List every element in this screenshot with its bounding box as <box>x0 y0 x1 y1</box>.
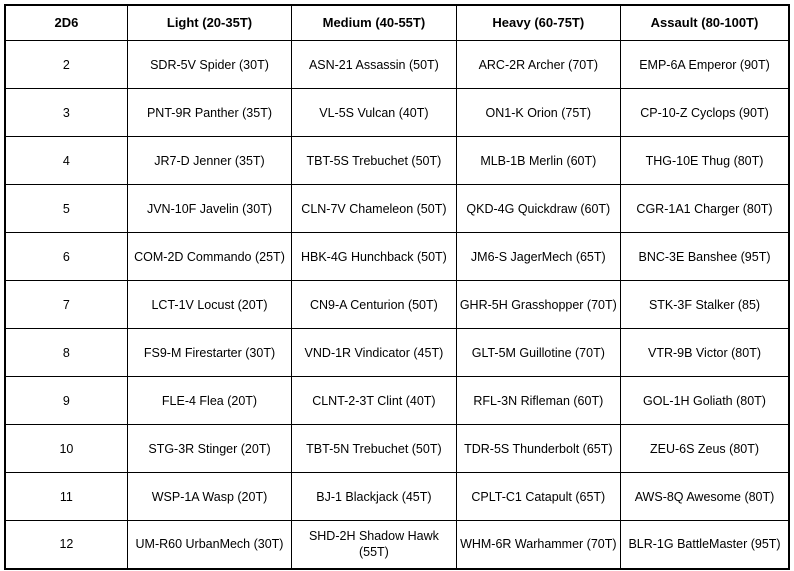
table-row <box>5 281 789 329</box>
cell-medium: VL-5S Vulcan (40T) <box>292 89 456 137</box>
table-row <box>5 137 789 185</box>
cell-medium: VND-1R Vindicator (45T) <box>292 329 456 377</box>
cell-assault: STK-3F Stalker (85) <box>621 281 789 329</box>
cell-roll: 8 <box>5 329 127 377</box>
cell-assault: VTR-9B Victor (80T) <box>621 329 789 377</box>
cell-light: COM-2D Commando (25T) <box>127 233 291 281</box>
cell-assault: AWS-8Q Awesome (80T) <box>621 473 789 521</box>
column-header-assault: Assault (80-100T) <box>621 5 789 41</box>
cell-roll: 6 <box>5 233 127 281</box>
cell-medium: CLN-7V Chameleon (50T) <box>292 185 456 233</box>
cell-heavy: MLB-1B Merlin (60T) <box>456 137 620 185</box>
column-header-medium: Medium (40-55T) <box>292 5 456 41</box>
cell-light: FLE-4 Flea (20T) <box>127 377 291 425</box>
cell-medium: TBT-5N Trebuchet (50T) <box>292 425 456 473</box>
cell-assault: GOL-1H Goliath (80T) <box>621 377 789 425</box>
cell-heavy: JM6-S JagerMech (65T) <box>456 233 620 281</box>
table-row <box>5 521 789 569</box>
table-row <box>5 233 789 281</box>
table-row <box>5 185 789 233</box>
cell-roll: 3 <box>5 89 127 137</box>
column-header-roll: 2D6 <box>5 5 127 41</box>
cell-assault: BLR-1G BattleMaster (95T) <box>621 521 789 569</box>
table-header-row <box>5 5 789 41</box>
cell-heavy: TDR-5S Thunderbolt (65T) <box>456 425 620 473</box>
cell-assault: ZEU-6S Zeus (80T) <box>621 425 789 473</box>
cell-medium: CN9-A Centurion (50T) <box>292 281 456 329</box>
cell-assault: THG-10E Thug (80T) <box>621 137 789 185</box>
cell-heavy: GHR-5H Grasshopper (70T) <box>456 281 620 329</box>
cell-assault: BNC-3E Banshee (95T) <box>621 233 789 281</box>
cell-roll: 9 <box>5 377 127 425</box>
cell-light: STG-3R Stinger (20T) <box>127 425 291 473</box>
cell-assault: CP-10-Z Cyclops (90T) <box>621 89 789 137</box>
cell-roll: 10 <box>5 425 127 473</box>
cell-medium: HBK-4G Hunchback (50T) <box>292 233 456 281</box>
cell-roll: 12 <box>5 521 127 569</box>
cell-medium: BJ-1 Blackjack (45T) <box>292 473 456 521</box>
cell-light: WSP-1A Wasp (20T) <box>127 473 291 521</box>
table-row <box>5 329 789 377</box>
table-row <box>5 473 789 521</box>
cell-medium: ASN-21 Assassin (50T) <box>292 41 456 89</box>
column-header-heavy: Heavy (60-75T) <box>456 5 620 41</box>
random-mech-table <box>4 4 790 570</box>
cell-heavy: ARC-2R Archer (70T) <box>456 41 620 89</box>
cell-light: UM-R60 UrbanMech (30T) <box>127 521 291 569</box>
cell-light: PNT-9R Panther (35T) <box>127 89 291 137</box>
cell-medium: SHD-2H Shadow Hawk (55T) <box>292 521 456 569</box>
cell-roll: 7 <box>5 281 127 329</box>
table-body <box>5 41 789 569</box>
table-row <box>5 89 789 137</box>
cell-light: LCT-1V Locust (20T) <box>127 281 291 329</box>
table-row <box>5 425 789 473</box>
cell-roll: 5 <box>5 185 127 233</box>
table-header <box>5 5 789 41</box>
cell-light: SDR-5V Spider (30T) <box>127 41 291 89</box>
cell-medium: TBT-5S Trebuchet (50T) <box>292 137 456 185</box>
table-row <box>5 377 789 425</box>
cell-assault: EMP-6A Emperor (90T) <box>621 41 789 89</box>
cell-heavy: GLT-5M Guillotine (70T) <box>456 329 620 377</box>
cell-roll: 2 <box>5 41 127 89</box>
cell-roll: 11 <box>5 473 127 521</box>
cell-heavy: CPLT-C1 Catapult (65T) <box>456 473 620 521</box>
cell-light: JR7-D Jenner (35T) <box>127 137 291 185</box>
cell-heavy: WHM-6R Warhammer (70T) <box>456 521 620 569</box>
cell-light: FS9-M Firestarter (30T) <box>127 329 291 377</box>
cell-heavy: ON1-K Orion (75T) <box>456 89 620 137</box>
cell-roll: 4 <box>5 137 127 185</box>
cell-heavy: QKD-4G Quickdraw (60T) <box>456 185 620 233</box>
cell-medium: CLNT-2-3T Clint (40T) <box>292 377 456 425</box>
table-row <box>5 41 789 89</box>
column-header-light: Light (20-35T) <box>127 5 291 41</box>
cell-heavy: RFL-3N Rifleman (60T) <box>456 377 620 425</box>
cell-assault: CGR-1A1 Charger (80T) <box>621 185 789 233</box>
cell-light: JVN-10F Javelin (30T) <box>127 185 291 233</box>
